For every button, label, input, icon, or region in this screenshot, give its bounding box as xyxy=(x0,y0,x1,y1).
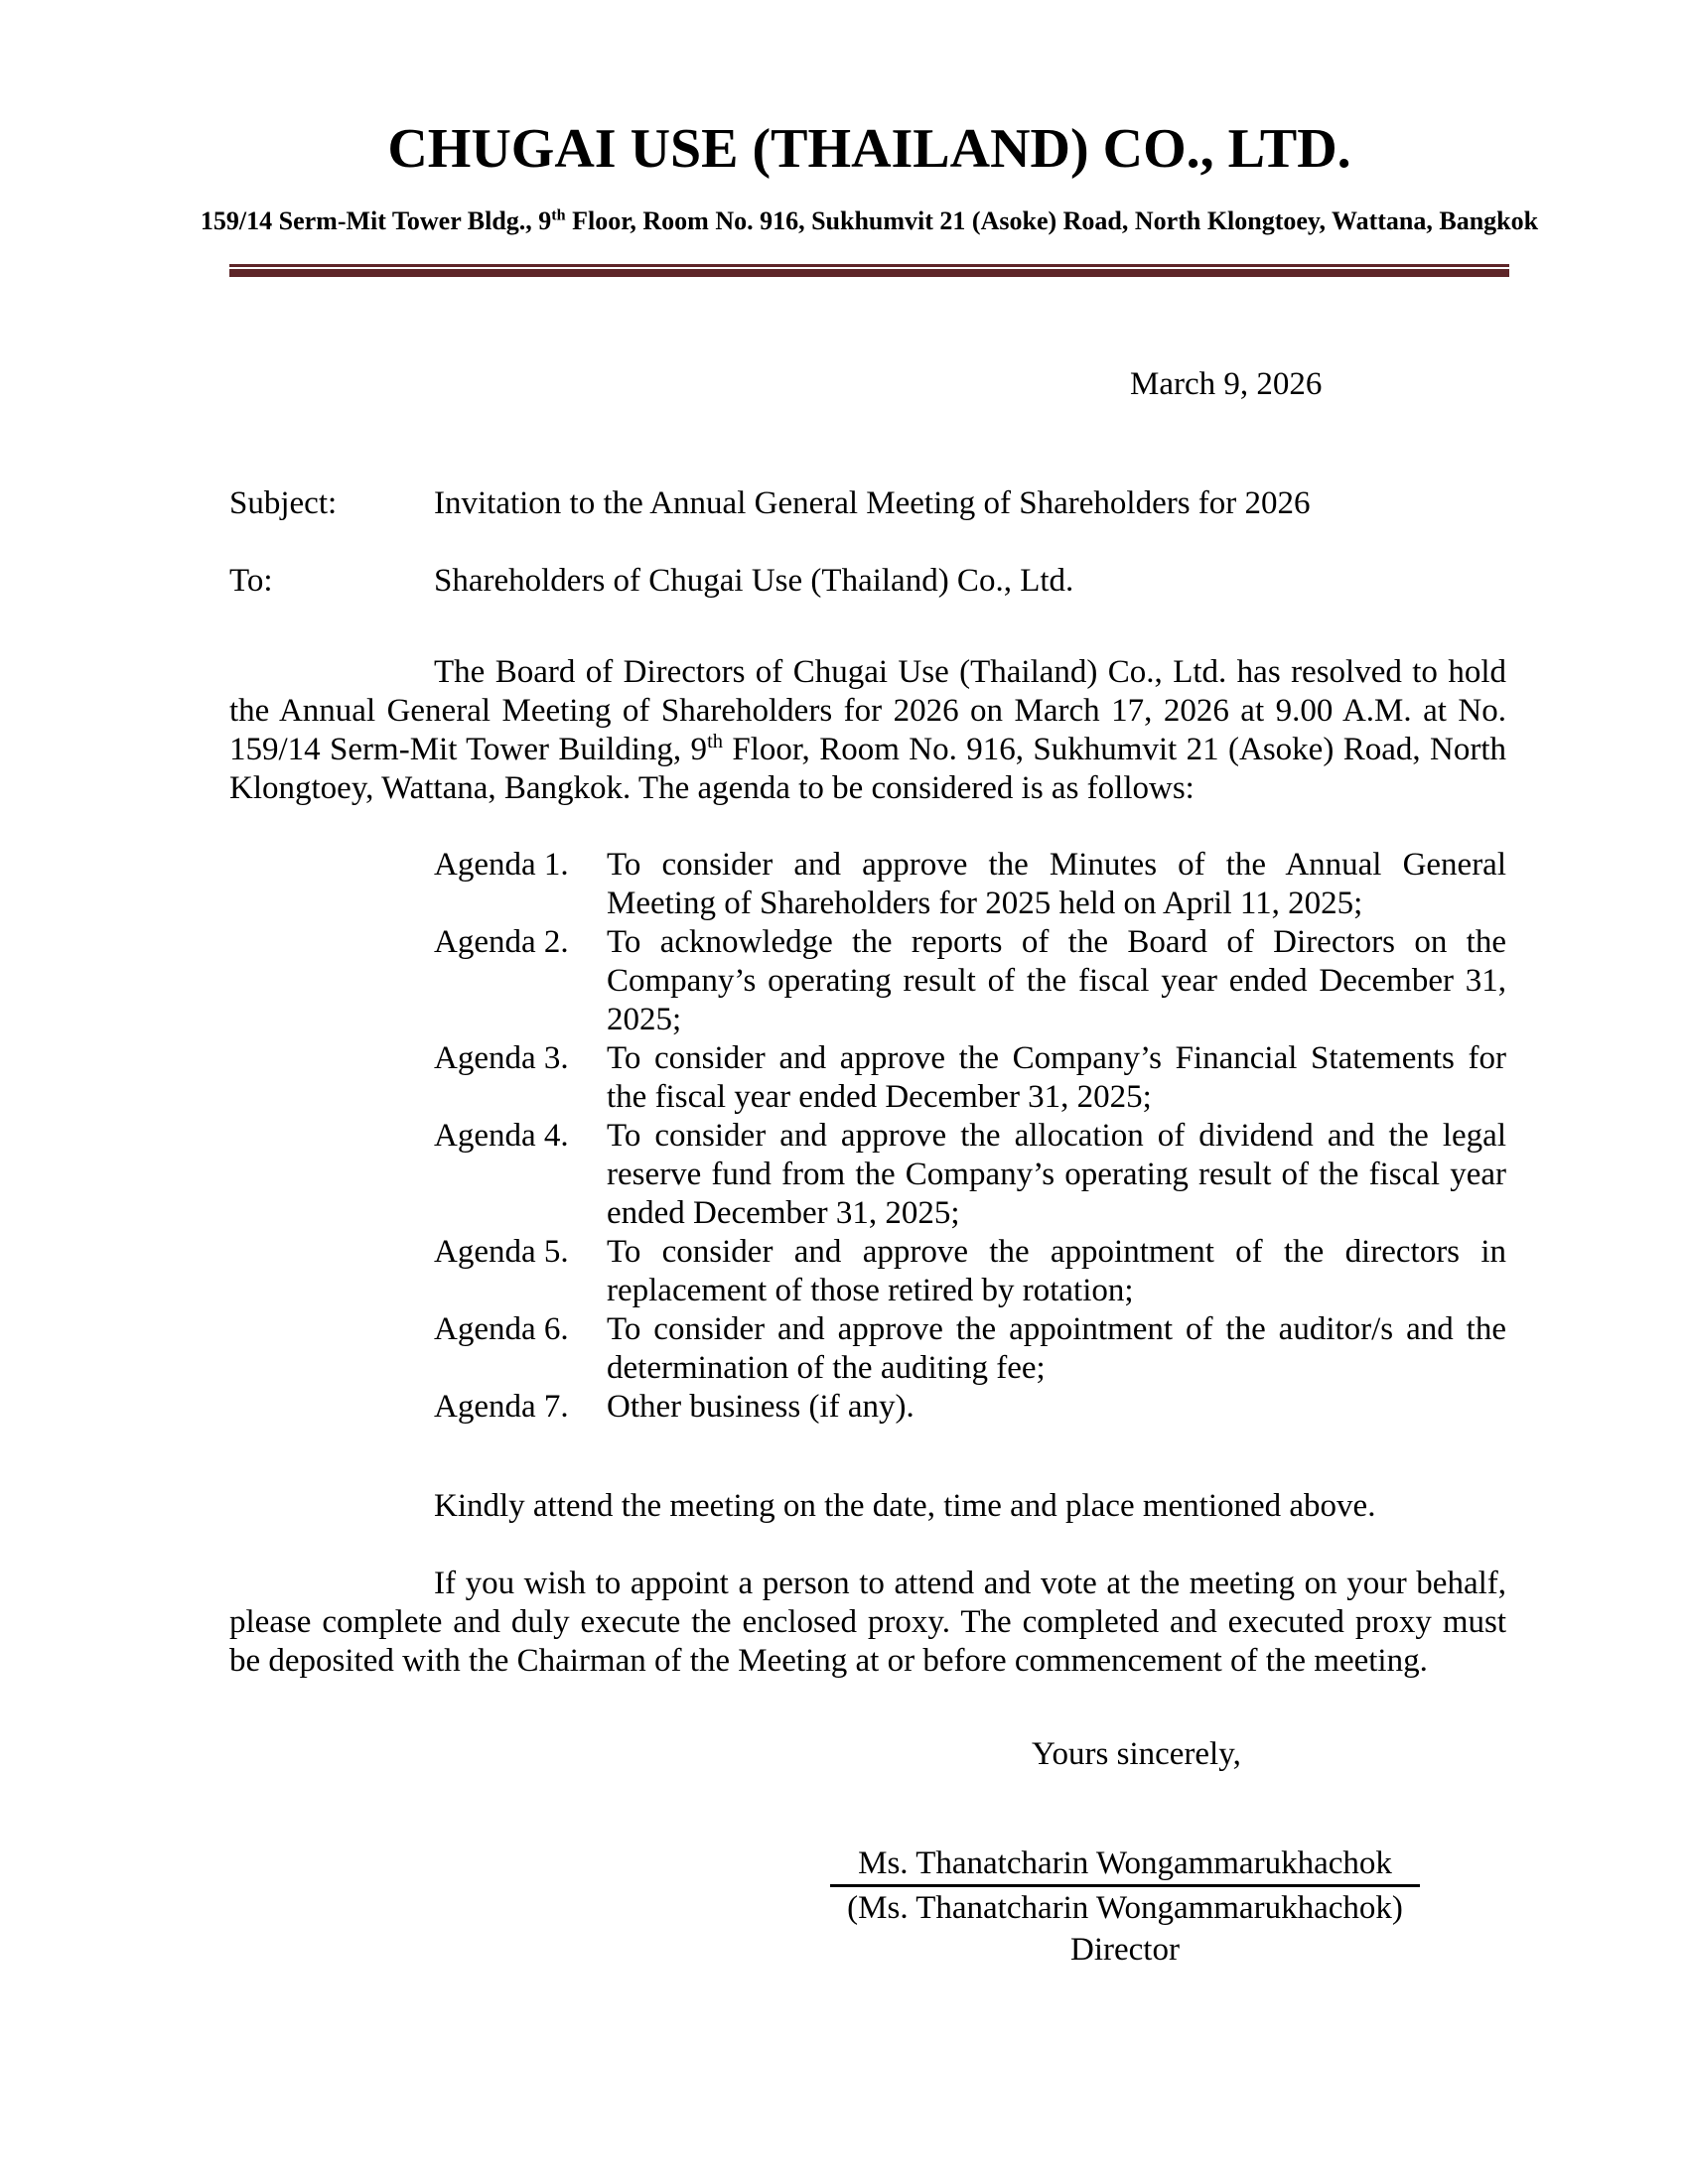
to-value: Shareholders of Chugai Use (Thailand) Co., Ltd. xyxy=(434,563,1074,599)
opening-paragraph-text: The Board of Directors of Chugai Use (Thailand) Co., Ltd. has resolved to hold the Annual General Meeting of Shareholders for 2026 on March 17, 2026 at 9.00 A.M. at No. 159/14 Serm-Mit Tower Building, 9 xyxy=(229,654,1506,767)
letter-date: March 9, 2026 xyxy=(1130,366,1323,402)
agenda-item xyxy=(434,1388,1506,1427)
header-rule xyxy=(229,264,1509,277)
subject-value: Invitation to the Annual General Meeting of Shareholders for 2026 xyxy=(434,485,1311,521)
signer-name-paren: (Ms. Thanatcharin Wongammarukhachok) xyxy=(847,1890,1403,1926)
agenda-list xyxy=(434,846,1506,1427)
to-label: To: xyxy=(229,563,273,599)
closing-salutation: Yours sincerely, xyxy=(1032,1736,1241,1772)
agenda-text: To acknowledge the reports of the Board of Directors on the Company’s operating result of the fiscal year ended December 31, 2025; xyxy=(607,924,1506,1037)
company-name: CHUGAI USE (THAILAND) CO., LTD. xyxy=(387,118,1351,180)
agenda-label: Agenda 5. xyxy=(434,1234,569,1270)
agenda-item xyxy=(434,1039,1506,1117)
opening-paragraph-text-rest: Floor, Room No. 916, Sukhumvit 21 (Asoke) Road, North Klongtoey, Wattana, Bangkok. The agenda to be considered is as follows: xyxy=(229,732,1506,806)
ordinal-superscript: th xyxy=(551,206,566,224)
ordinal-superscript: th xyxy=(707,731,723,752)
signer-name-line xyxy=(777,1843,1473,1887)
agenda-item xyxy=(434,846,1506,923)
agenda-text: To consider and approve the Minutes of the Annual General Meeting of Shareholders for 2025 held on April 11, 2025; xyxy=(607,847,1506,921)
opening-paragraph xyxy=(229,653,1506,808)
agenda-label: Agenda 6. xyxy=(434,1311,569,1347)
header-rule-thick-line xyxy=(229,269,1509,277)
proxy-paragraph: If you wish to appoint a person to attend and vote at the meeting on your behalf, please complete and duly execute the enclosed proxy. The completed and executed proxy must be deposited with the Chairman of the Meeting at or before commencement of the meeting. xyxy=(229,1566,1506,1679)
subject-label: Subject: xyxy=(229,485,338,521)
agenda-label: Agenda 7. xyxy=(434,1389,569,1425)
agenda-label: Agenda 2. xyxy=(434,924,569,960)
agenda-label: Agenda 1. xyxy=(434,847,569,883)
company-address-text-rest: Floor, Room No. 916, Sukhumvit 21 (Asoke) Road, North Klongtoey, Wattana, Bangkok xyxy=(565,206,1539,235)
agenda-text: Other business (if any). xyxy=(607,1389,914,1425)
agenda-text: To consider and approve the appointment of the directors in replacement of those retired by rotation; xyxy=(607,1234,1506,1308)
agenda-item xyxy=(434,1233,1506,1310)
agenda-text: To consider and approve the appointment of the auditor/s and the determination of the auditing fee; xyxy=(607,1311,1506,1386)
agenda-item xyxy=(434,1117,1506,1233)
agenda-label: Agenda 3. xyxy=(434,1040,569,1076)
company-address-text: 159/14 Serm-Mit Tower Bldg., 9 xyxy=(200,206,552,235)
signature-block xyxy=(777,1843,1473,1971)
subject-row xyxy=(229,484,1509,523)
header-rule-thin-line xyxy=(229,264,1509,267)
signer-name: Ms. Thanatcharin Wongammarukhachok xyxy=(830,1843,1420,1887)
agenda-text: To consider and approve the Company’s Financial Statements for the fiscal year ended December 31, 2025; xyxy=(607,1040,1506,1115)
signer-title: Director xyxy=(1070,1932,1180,1968)
company-address xyxy=(160,207,1579,236)
agenda-item xyxy=(434,923,1506,1039)
to-row xyxy=(229,562,1509,601)
attend-line: Kindly attend the meeting on the date, time and place mentioned above. xyxy=(434,1488,1376,1524)
agenda-label: Agenda 4. xyxy=(434,1118,569,1154)
agenda-text: To consider and approve the allocation of dividend and the legal reserve fund from the Company’s operating result of the fiscal year ended December 31, 2025; xyxy=(607,1118,1506,1231)
agenda-item xyxy=(434,1310,1506,1388)
